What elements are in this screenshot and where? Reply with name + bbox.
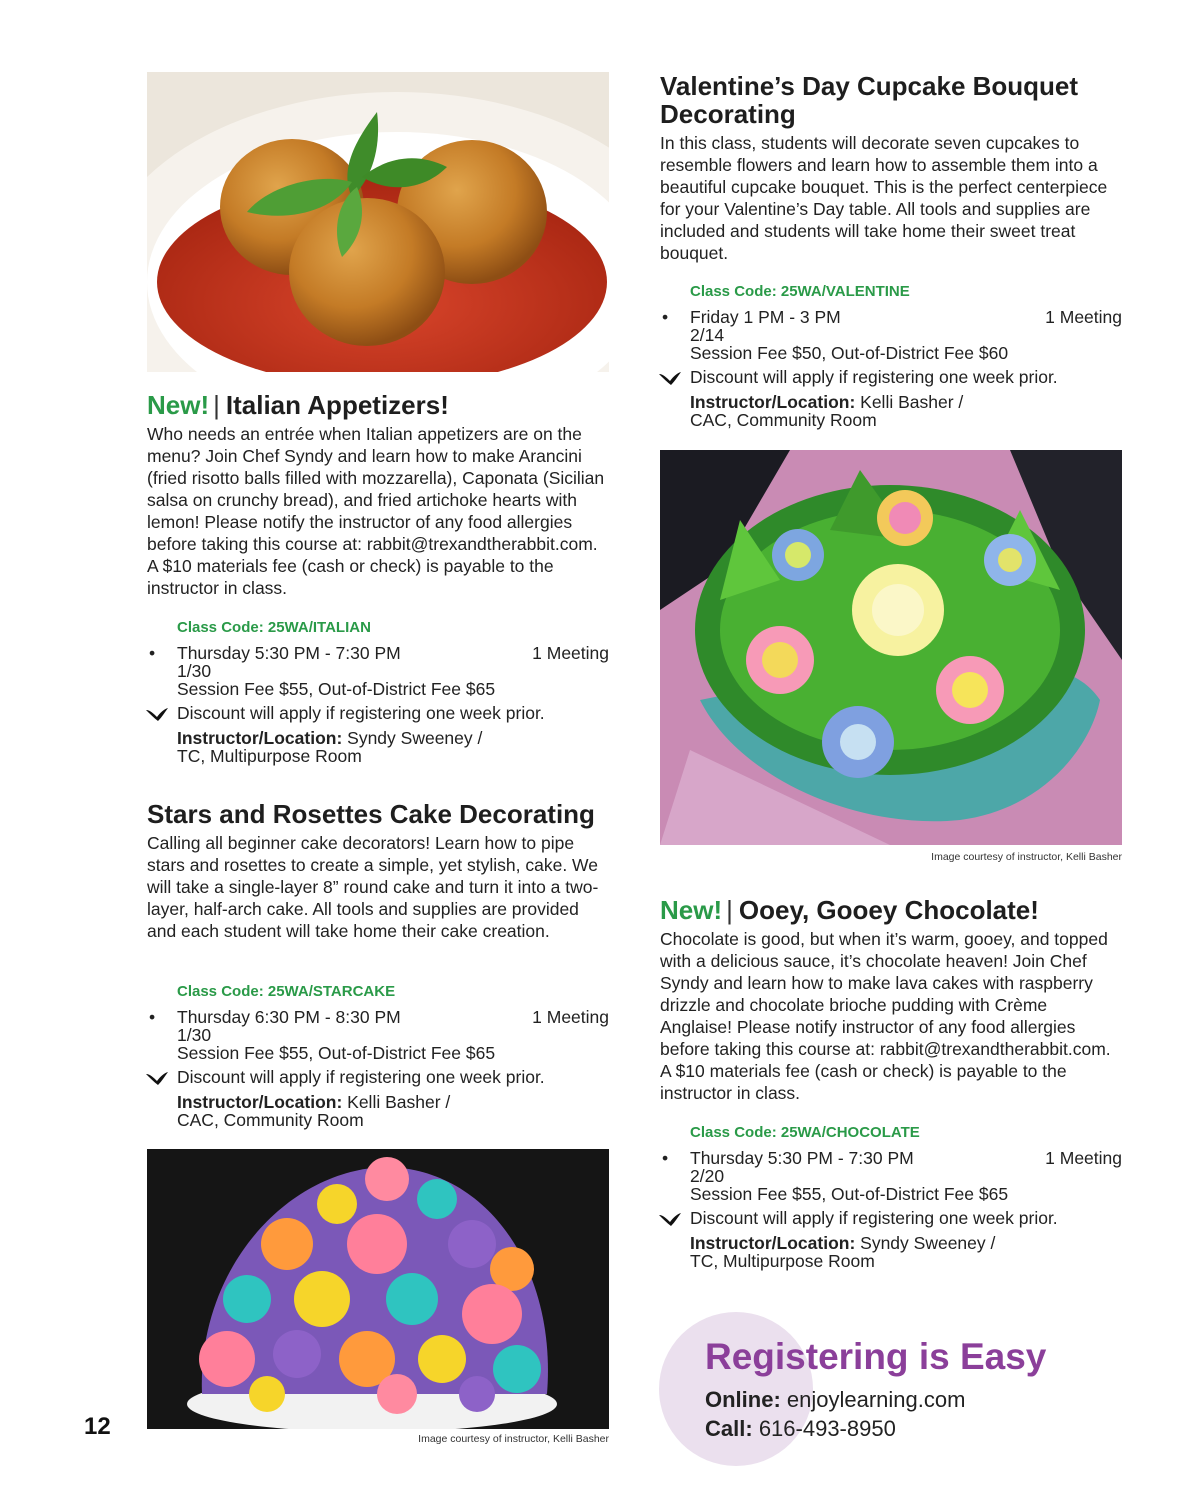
instructor-label: Instructor/Location: (690, 392, 856, 412)
italian-title (147, 391, 609, 419)
instructor-label: Instructor/Location: (690, 1233, 856, 1253)
discount-bird-icon (145, 1070, 169, 1086)
new-label: New! (660, 895, 723, 925)
discount-bird-icon (658, 370, 682, 386)
register-online (705, 1387, 965, 1413)
page-number: 12 (84, 1413, 111, 1440)
bullet: • (662, 307, 669, 327)
discount-bird-icon (658, 1211, 682, 1227)
stars-meta (147, 983, 609, 1129)
meetings: 1 Meeting (1045, 307, 1122, 327)
discount-note: Discount will apply if registering one week prior. (690, 1208, 1058, 1228)
italian-title-text: Italian Appetizers! (225, 390, 449, 420)
bullet: • (149, 1007, 156, 1027)
instructor: Syndy Sweeney / (347, 728, 483, 748)
fees: Session Fee $50, Out-of-District Fee $60 (690, 343, 1009, 363)
meetings: 1 Meeting (1045, 1148, 1122, 1168)
discount-note: Discount will apply if registering one week prior. (690, 367, 1058, 387)
fees: Session Fee $55, Out-of-District Fee $65 (690, 1184, 1009, 1204)
schedule: Friday 1 PM - 3 PM (690, 307, 841, 327)
class-code: Class Code: 25WA/ITALIAN (177, 619, 371, 636)
italian-meta (147, 619, 609, 765)
rosette-cake-photo (147, 1149, 609, 1429)
valentine-meta (660, 283, 1122, 429)
online-link[interactable]: enjoylearning.com (786, 1387, 966, 1412)
discount-note: Discount will apply if registering one week prior. (177, 703, 545, 723)
bullet: • (149, 643, 156, 663)
cupcake-bouquet-photo (660, 450, 1122, 845)
register-title: Registering is Easy (705, 1336, 1047, 1377)
date: 1/30 (177, 661, 212, 681)
instructor: Kelli Basher / (347, 1092, 451, 1112)
fees: Session Fee $55, Out-of-District Fee $65 (177, 1043, 496, 1063)
class-code: Class Code: 25WA/CHOCOLATE (690, 1124, 920, 1141)
chocolate-title (660, 896, 1122, 924)
date: 2/14 (690, 325, 725, 345)
discount-note: Discount will apply if registering one week prior. (177, 1067, 545, 1087)
schedule: Thursday 6:30 PM - 8:30 PM (177, 1007, 401, 1027)
arancini-photo (147, 72, 609, 372)
bouquet-photo-caption: Image courtesy of instructor, Kelli Basher (931, 851, 1122, 863)
stars-title: Stars and Rosettes Cake Decorating (147, 799, 595, 829)
divider: | (213, 390, 220, 420)
class-code: Class Code: 25WA/VALENTINE (690, 283, 910, 300)
meetings: 1 Meeting (532, 1007, 609, 1027)
class-code: Class Code: 25WA/STARCAKE (177, 983, 396, 1000)
date: 2/20 (690, 1166, 725, 1186)
phone-number[interactable]: 616-493-8950 (758, 1416, 896, 1441)
call-label: Call: (705, 1416, 753, 1441)
location: CAC, Community Room (690, 410, 877, 430)
instructor-label: Instructor/Location: (177, 728, 343, 748)
cake-photo-caption: Image courtesy of instructor, Kelli Basher (418, 1433, 609, 1445)
chocolate-title-text: Ooey, Gooey Chocolate! (738, 895, 1039, 925)
date: 1/30 (177, 1025, 212, 1045)
location: TC, Multipurpose Room (690, 1251, 875, 1271)
chocolate-description: Chocolate is good, but when it’s warm, gooey, and topped with a delicious sauce, it’s chocolate heaven! Join Chef Syndy and learn how to make lava cakes with raspberry drizzle and chocolate brioche pudding with Crème Anglaise! Please notify instructor of any food allergies before taking this course at: rabbit@trexandtherabbit.com. A $10 materials fee (cash or check) is payable to the instructor in class. (660, 929, 1111, 1103)
instructor-label: Instructor/Location: (177, 1092, 343, 1112)
fees: Session Fee $55, Out-of-District Fee $65 (177, 679, 496, 699)
meetings: 1 Meeting (532, 643, 609, 663)
location: TC, Multipurpose Room (177, 746, 362, 766)
schedule: Thursday 5:30 PM - 7:30 PM (177, 643, 401, 663)
instructor: Kelli Basher / (860, 392, 964, 412)
divider: | (726, 895, 733, 925)
discount-bird-icon (145, 706, 169, 722)
new-label: New! (147, 390, 210, 420)
bullet: • (662, 1148, 669, 1168)
stars-description: Calling all beginner cake decorators! Learn how to pipe stars and rosettes to create a simple, yet stylish, cake. We will take a single-layer 8” round cake and turn it into a two-layer, half-arch cake. All tools and supplies are provided and each student will take home their cake creation. (147, 833, 599, 941)
online-label: Online: (705, 1387, 781, 1412)
instructor: Syndy Sweeney / (860, 1233, 996, 1253)
register-call (705, 1416, 896, 1442)
schedule: Thursday 5:30 PM - 7:30 PM (690, 1148, 914, 1168)
valentine-description: In this class, students will decorate seven cupcakes to resemble flowers and learn how to assemble them into a beautiful cupcake bouquet. This is the perfect centerpiece for your Valentine’s Day table. All tools and supplies are included and students will take home their sweet treat bouquet. (660, 133, 1108, 263)
chocolate-meta (660, 1124, 1122, 1270)
location: CAC, Community Room (177, 1110, 364, 1130)
valentine-title: Valentine’s Day Cupcake Bouquet Decorating (660, 71, 1079, 129)
italian-description: Who needs an entrée when Italian appetizers are on the menu? Join Chef Syndy and learn how to make Arancini (fried risotto balls filled with mozzarella), Caponata (Sicilian salsa on crunchy bread), and fried artichoke hearts with lemon! Please notify the instructor of any food allergies before taking this course at: rabbit@trexandtherabbit.com. A $10 materials fee (cash or check) is payable to the instructor in class. (147, 424, 605, 598)
